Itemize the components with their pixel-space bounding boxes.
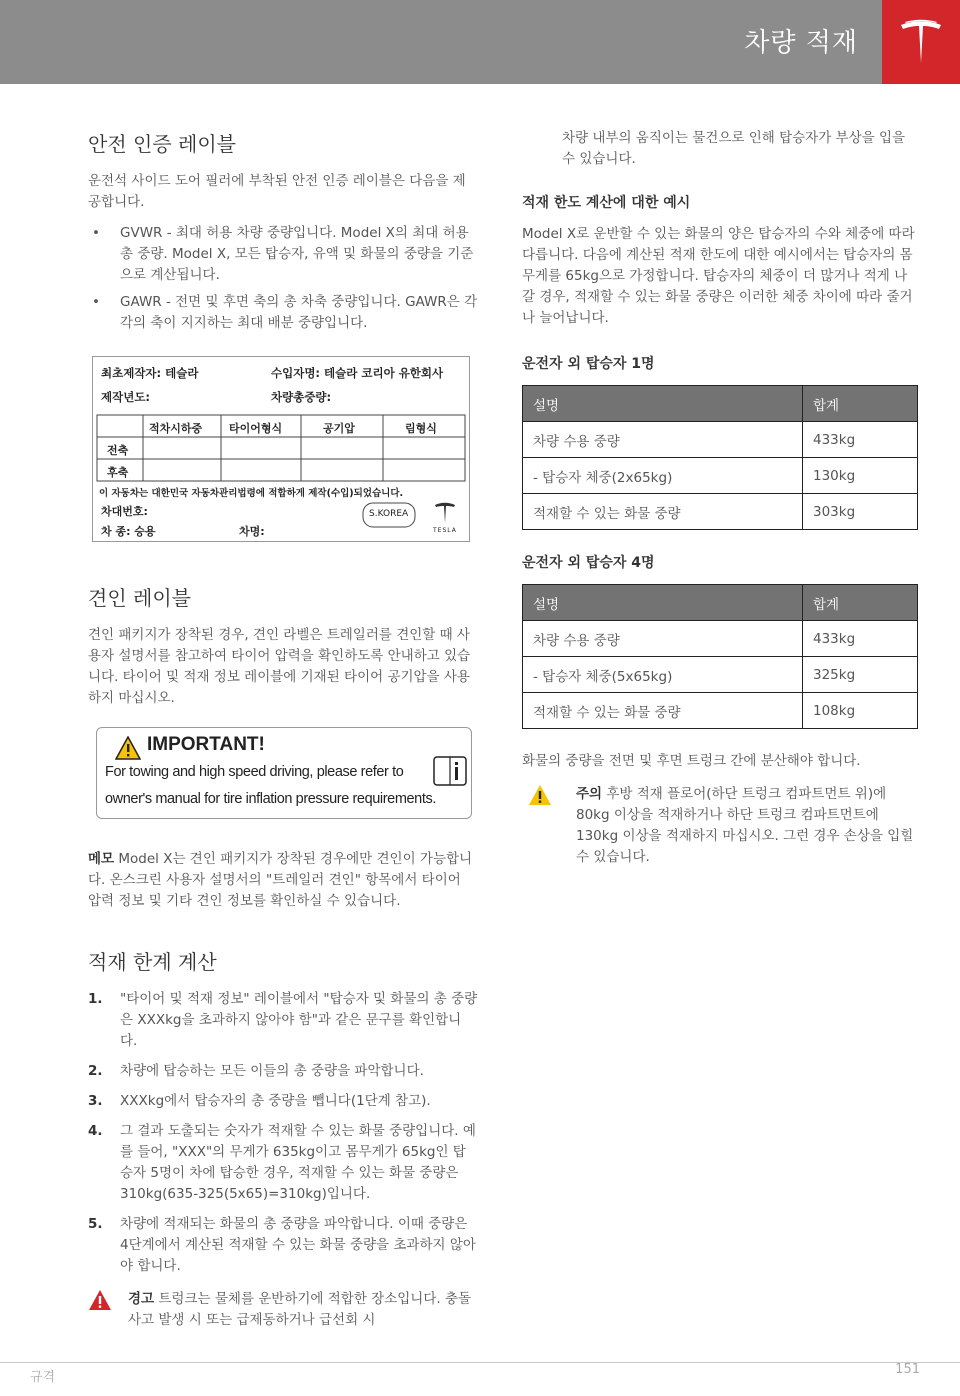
label-col-tire: 타이어형식 [229,422,283,435]
floor-caution [522,784,918,868]
bullet-gawr: • GAWR - 전면 및 후면 축의 총 차축 중량입니다. GAWR은 각각의 축이 지지하는 최대 배분 중량입니다. [88,292,478,334]
table2-title: 운전자 외 탑승자 4명 [522,555,655,571]
label-col-pressure: 공기압 [323,422,355,435]
label-manufacturer: 최초제작자: 테슬라 [101,366,199,380]
tesla-logo-icon [899,19,943,65]
table-row: - 탑승자 체중(5x65kg) 325kg [523,657,918,693]
footer-divider [0,1362,960,1363]
table-header-row: 설명 합계 [523,585,918,621]
towing-label-heading: 견인 레이블 [88,586,191,610]
table-row: 차량 수용 중량 433kg [523,422,918,458]
tesla-logo [882,0,960,84]
note-text: Model X는 견인 패키지가 장착된 경우에만 견인이 가능합니다. 온스크린 사용자 설명서의 "트레일러 견인" 항목에서 타이어 압력 정보 및 기타 견인 정보를 확인하실 수 있습니다. [88,851,473,909]
towing-important-sticker [96,727,472,819]
step-item: 4. 그 결과 도출되는 숫자가 적재할 수 있는 화물 중량입니다. 예를 들어, "XXX"의 무게가 635kg이고 몸무게가 65kg인 탑승자 5명이 차에 탑승한 경우, 적재할 수 있는 화물 중량은 310kg(635-325(5x65)=310kg)입니다. [88,1123,476,1202]
safety-label-heading: 안전 인증 레이블 [88,132,236,156]
label-compliance: 이 자동차는 대한민국 자동차관리법령에 적합하게 제작(수입)되었습니다. [99,488,404,499]
bullet-gvwr: • GVWR - 최대 허용 차량 중량입니다. Model X의 최대 허용 총 중량. Model X, 모든 탑승자, 유액 및 화물의 중량을 기준으로 계산됩니다. [88,223,478,286]
table-row: 차량 수용 중량 433kg [523,621,918,657]
warning-label: 경고 [128,1291,155,1307]
important-line2: owner's manual for tire inflation pressure requirements. [105,791,436,807]
label-importer: 수입자명: 테슬라 코리아 유한회사 [271,366,444,380]
label-year: 제작년도: [101,390,151,404]
label-col-rim: 림형식 [405,422,437,435]
warning-icon [88,1289,112,1311]
table-row: - 탑승자 체중(2x65kg) 130kg [523,458,918,494]
step-item: 1. "타이어 및 적재 정보" 레이블에서 "탑승자 및 화물의 총 중량은 XXXkg을 초과하지 않아야 함"과 같은 문구를 확인합니다. [88,991,478,1049]
label-badge: S.KOREA [369,509,409,519]
load-limit-steps [88,989,478,1277]
table-header-row: 설명 합계 [523,386,918,422]
manual-info-icon [433,756,467,786]
step-item: 5. 차량에 적재되는 화물의 총 중량을 파악합니다. 이때 중량은 4단계에서 계산된 적재할 수 있는 화물 중량을 초과하지 않아야 합니다. [88,1216,476,1274]
table-row: 적재할 수 있는 화물 중량 303kg [523,494,918,530]
note-label: 메모 [88,851,115,867]
label-model: 차명: [239,525,265,538]
warning-continuation: 차량 내부의 움직이는 물건으로 인해 탑승자가 부상을 입을 수 있습니다. [562,130,906,167]
example-body: Model X로 운반할 수 있는 화물의 양은 탑승자의 수와 체중에 따라 다릅니다. 다음에 계산된 적재 한도에 대한 예시에서는 탑승자의 몸무게를 65kg으로 가정합니다. 탑승자의 체중이 더 많거나 적게 나갈 경우, 적재할 수 있는 화물 중량은 이러한 체중 차이에 따라 줄거나 늘어납니다. [522,226,915,326]
page-title: 차량 적재 [744,28,858,58]
safety-bullet-list [88,223,478,334]
left-column [88,100,478,1331]
label-col-axle: 적차시하중 [149,422,203,435]
safety-label-intro: 운전석 사이드 도어 필러에 부착된 안전 인증 레이블은 다음을 제공합니다. [88,173,466,210]
caution-text: 후방 적재 플로어(하단 트렁크 컴파트먼트 위)에 80kg 이상을 적재하거나 하단 트렁크 컴파트먼트에 130kg 이상을 적재하지 마십시오. 그런 경우 손상을 입힐 수 있습니다. [576,786,914,865]
important-title: IMPORTANT! [147,734,265,755]
table-row: 적재할 수 있는 화물 중량 108kg [523,693,918,729]
label-gross-weight: 차량총중량: [271,390,332,404]
right-column [522,100,918,868]
distribute-note: 화물의 중량을 전면 및 후면 트렁크 간에 분산해야 합니다. [522,753,861,769]
label-row-front: 전축 [107,444,129,457]
footer-section-name: 규격 [30,1370,56,1385]
towing-label-body: 견인 패키지가 장착된 경우, 견인 라벨은 트레일러를 견인할 때 사용자 설명서를 참고하여 타이어 압력을 확인하도록 안내하고 있습니다. 타이어 및 적재 정보 레이블에 기재된 타이어 공기압을 사용하지 마십시오. [88,627,471,706]
caution-label: 주의 [576,786,603,802]
step-item: 2. 차량에 탑승하는 모든 이들의 총 중량을 파악합니다. [88,1063,424,1079]
towing-note [88,849,478,912]
important-line1: For towing and high speed driving, please refer to [105,764,404,780]
warning-text: 트렁크는 물체를 운반하기에 적합한 장소입니다. 충돌 사고 발생 시 또는 급제동하거나 급선회 시 [128,1291,472,1328]
caution-icon [528,784,552,806]
footer-page-number: 151 [895,1362,920,1377]
table1-title: 운전자 외 탑승자 1명 [522,356,655,372]
page-header [0,0,960,84]
certification-label-image [92,356,470,542]
load-table-1 [522,385,918,530]
label-brand: TESLA [433,527,457,534]
label-row-rear: 후축 [107,466,129,479]
load-limit-heading: 적재 한계 계산 [88,950,217,974]
label-type: 차 종: 승용 [101,525,156,538]
load-table-2 [522,584,918,729]
example-heading: 적재 한도 계산에 대한 예시 [522,195,691,211]
trunk-warning [88,1289,478,1331]
warning-triangle-icon [115,736,141,760]
label-vin: 차대번호: [101,505,148,518]
step-item: 3. XXXkg에서 탑승자의 총 중량을 뺍니다(1단계 참고). [88,1093,431,1109]
